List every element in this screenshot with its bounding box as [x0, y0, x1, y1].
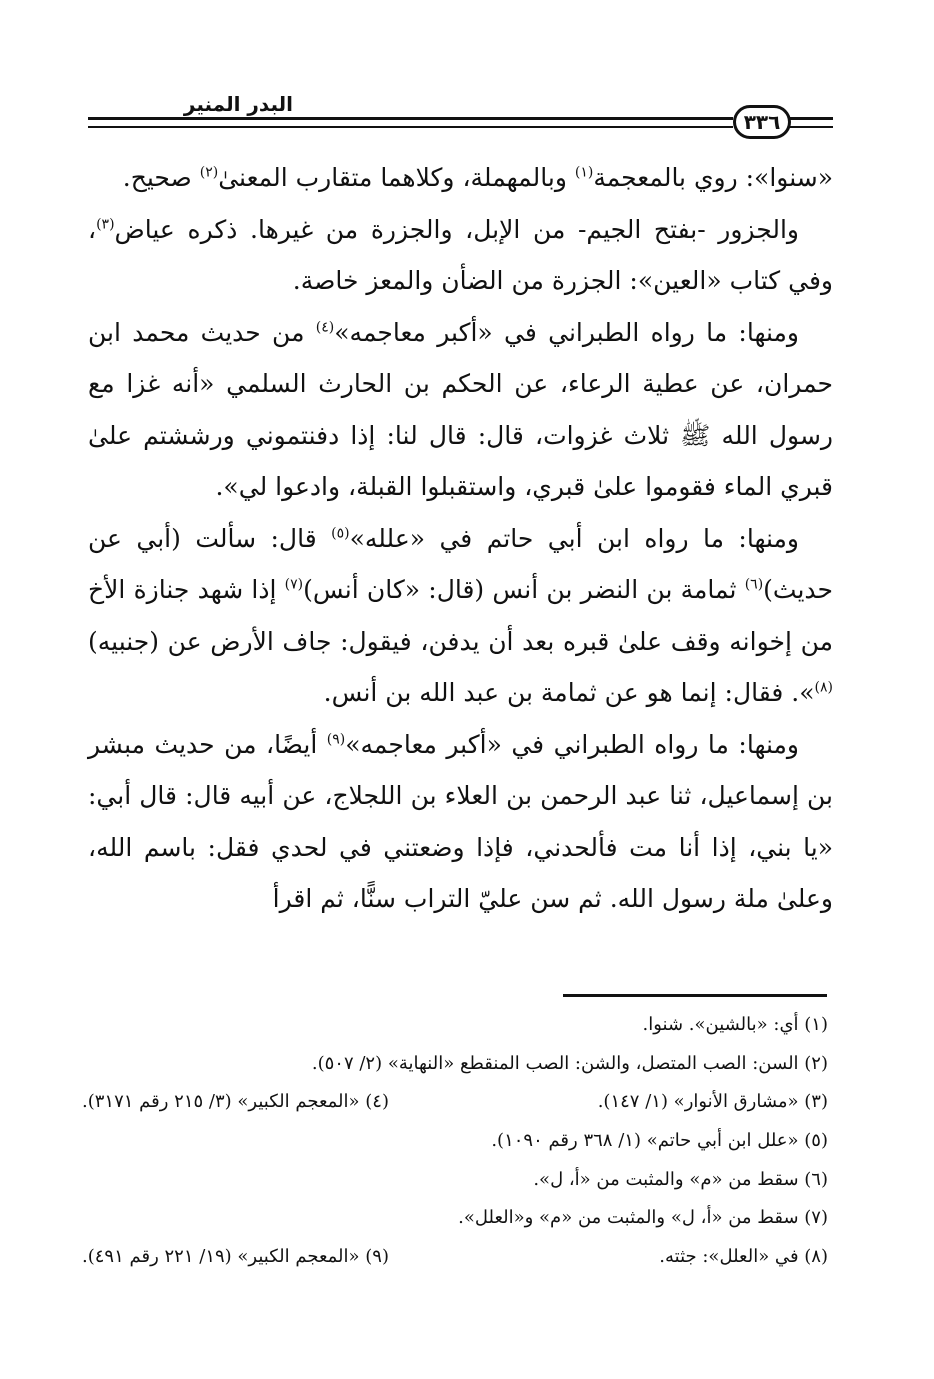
paragraph-3 [88, 307, 833, 513]
paragraph-1 [88, 152, 833, 204]
footnote-ref: (٦) [744, 576, 764, 593]
running-title: البدر المنير [183, 92, 293, 116]
footnote-9: (٩) «المعجم الكبير» (١٩/ ٢٢١ رقم ٤٩١). [82, 1246, 389, 1268]
text-run: وبالمهملة، وكلاهما متقارب المعنىٰ [218, 163, 575, 192]
main-text [88, 152, 833, 925]
footnote-line [82, 1083, 828, 1122]
footnotes [82, 1006, 828, 1277]
footnote-3: (٣) «مشارق الأنوار» (١/ ١٤٧). [597, 1091, 828, 1113]
footnote-7: (٧) سقط من «أ، ل» والمثبت من «م» و«العلل». [458, 1207, 828, 1229]
footnote-ref: (٧) [284, 576, 304, 593]
text-run: ومنها: ما رواه ابن أبي حاتم في «علله» [349, 523, 799, 553]
header-rule-top-right [788, 117, 833, 120]
text-run: صحيح. [122, 163, 200, 192]
text-run: إذا شهد جنازة الأخ من إخوانه وقف علىٰ قبره بعد أن يدفن، فيقول: جاف الأرض عن (جنبيه) [88, 575, 833, 656]
paragraph-4 [88, 513, 833, 719]
footnote-6: (٦) سقط من «م» والمثبت من «أ، ل». [533, 1168, 828, 1190]
text-run: قال: سألت (أبي عن حديث) [88, 523, 833, 604]
text-run: ومنها: ما رواه الطبراني في «أكبر معاجمه» [345, 729, 799, 759]
text-run: ثمامة بن النضر بن أنس (قال: «كان أنس) [303, 575, 745, 604]
paragraph-5 [88, 719, 833, 925]
footnote-ref: (٤) [315, 319, 335, 336]
footnote-line [82, 1238, 828, 1277]
footnote-line [82, 1045, 828, 1084]
text-run: «سنوا»: روي بالمعجمة [593, 163, 833, 192]
text-run: ، وفي كتاب «العين»: الجزرة من الضأن والمعز خاصة. [88, 214, 833, 295]
footnote-5: (٥) «علل ابن أبي حاتم» (١/ ٣٦٨ رقم ١٠٩٠). [491, 1130, 828, 1152]
footnote-2: (٢) السن: الصب المتصل، والشن: الصب المنقطع «النهاية» (٢/ ٥٠٧). [311, 1052, 828, 1074]
footnote-4: (٤) «المعجم الكبير» (٣/ ٢١٥ رقم ٣١٧١). [82, 1091, 389, 1113]
footnote-ref: (١) [574, 164, 594, 181]
text-run: ». فقال: إنما هو عن ثمامة بن عبد الله بن أنس. [323, 678, 815, 707]
text-run: ومنها: ما رواه الطبراني في «أكبر معاجمه» [334, 317, 799, 347]
text-run: والجزور -بفتح الجيم- من الإبل، والجزرة من غيرها. ذكره عياض [114, 214, 799, 244]
page-number: ٣٣٦ [733, 105, 791, 139]
footnote-line [82, 1006, 828, 1045]
footnote-8: (٨) في «العلل»: جثته. [659, 1246, 828, 1268]
page-header [88, 84, 833, 156]
footnote-ref: (٩) [326, 731, 346, 748]
footnote-ref: (٣) [96, 216, 115, 233]
footnote-line [82, 1199, 828, 1238]
header-rule-bottom-right [788, 126, 833, 128]
footnote-line [82, 1161, 828, 1200]
text-run: أيضًا، من حديث مبشر بن إسماعيل، ثنا عبد الرحمن بن العلاء بن اللجلاج، عن أبيه قال: قال أبي: «يا بني، إذا أنا مت فألحدني، فإذا وضعتني في لحدي فقل: باسم الله، وعلىٰ ملة رسول الله. ثم سن عليّ التراب سنًّا، ثم اقرأ [88, 729, 833, 913]
footnote-ref: (٨) [814, 679, 833, 696]
footnote-1: (١) أي: «بالشين». شنوا. [642, 1014, 828, 1035]
text-run: من حديث محمد ابن حمران، عن عطية الرعاء، عن الحكم بن الحارث السلمي «أنه غزا مع رسول الله ﷺ ثلاث غزوات، قال: قال لنا: إذا دفنتموني ورششتم علىٰ قبري الماء فقوموا علىٰ قبري، واستقبلوا القبلة، وادعوا لي». [88, 317, 833, 501]
header-rule-top [88, 117, 733, 120]
footnote-line [82, 1122, 828, 1161]
footnote-ref: (٥) [331, 525, 350, 542]
header-rule-bottom [88, 126, 733, 128]
footnote-ref: (٢) [199, 164, 219, 181]
footnote-separator [563, 994, 827, 997]
paragraph-2 [88, 204, 833, 307]
